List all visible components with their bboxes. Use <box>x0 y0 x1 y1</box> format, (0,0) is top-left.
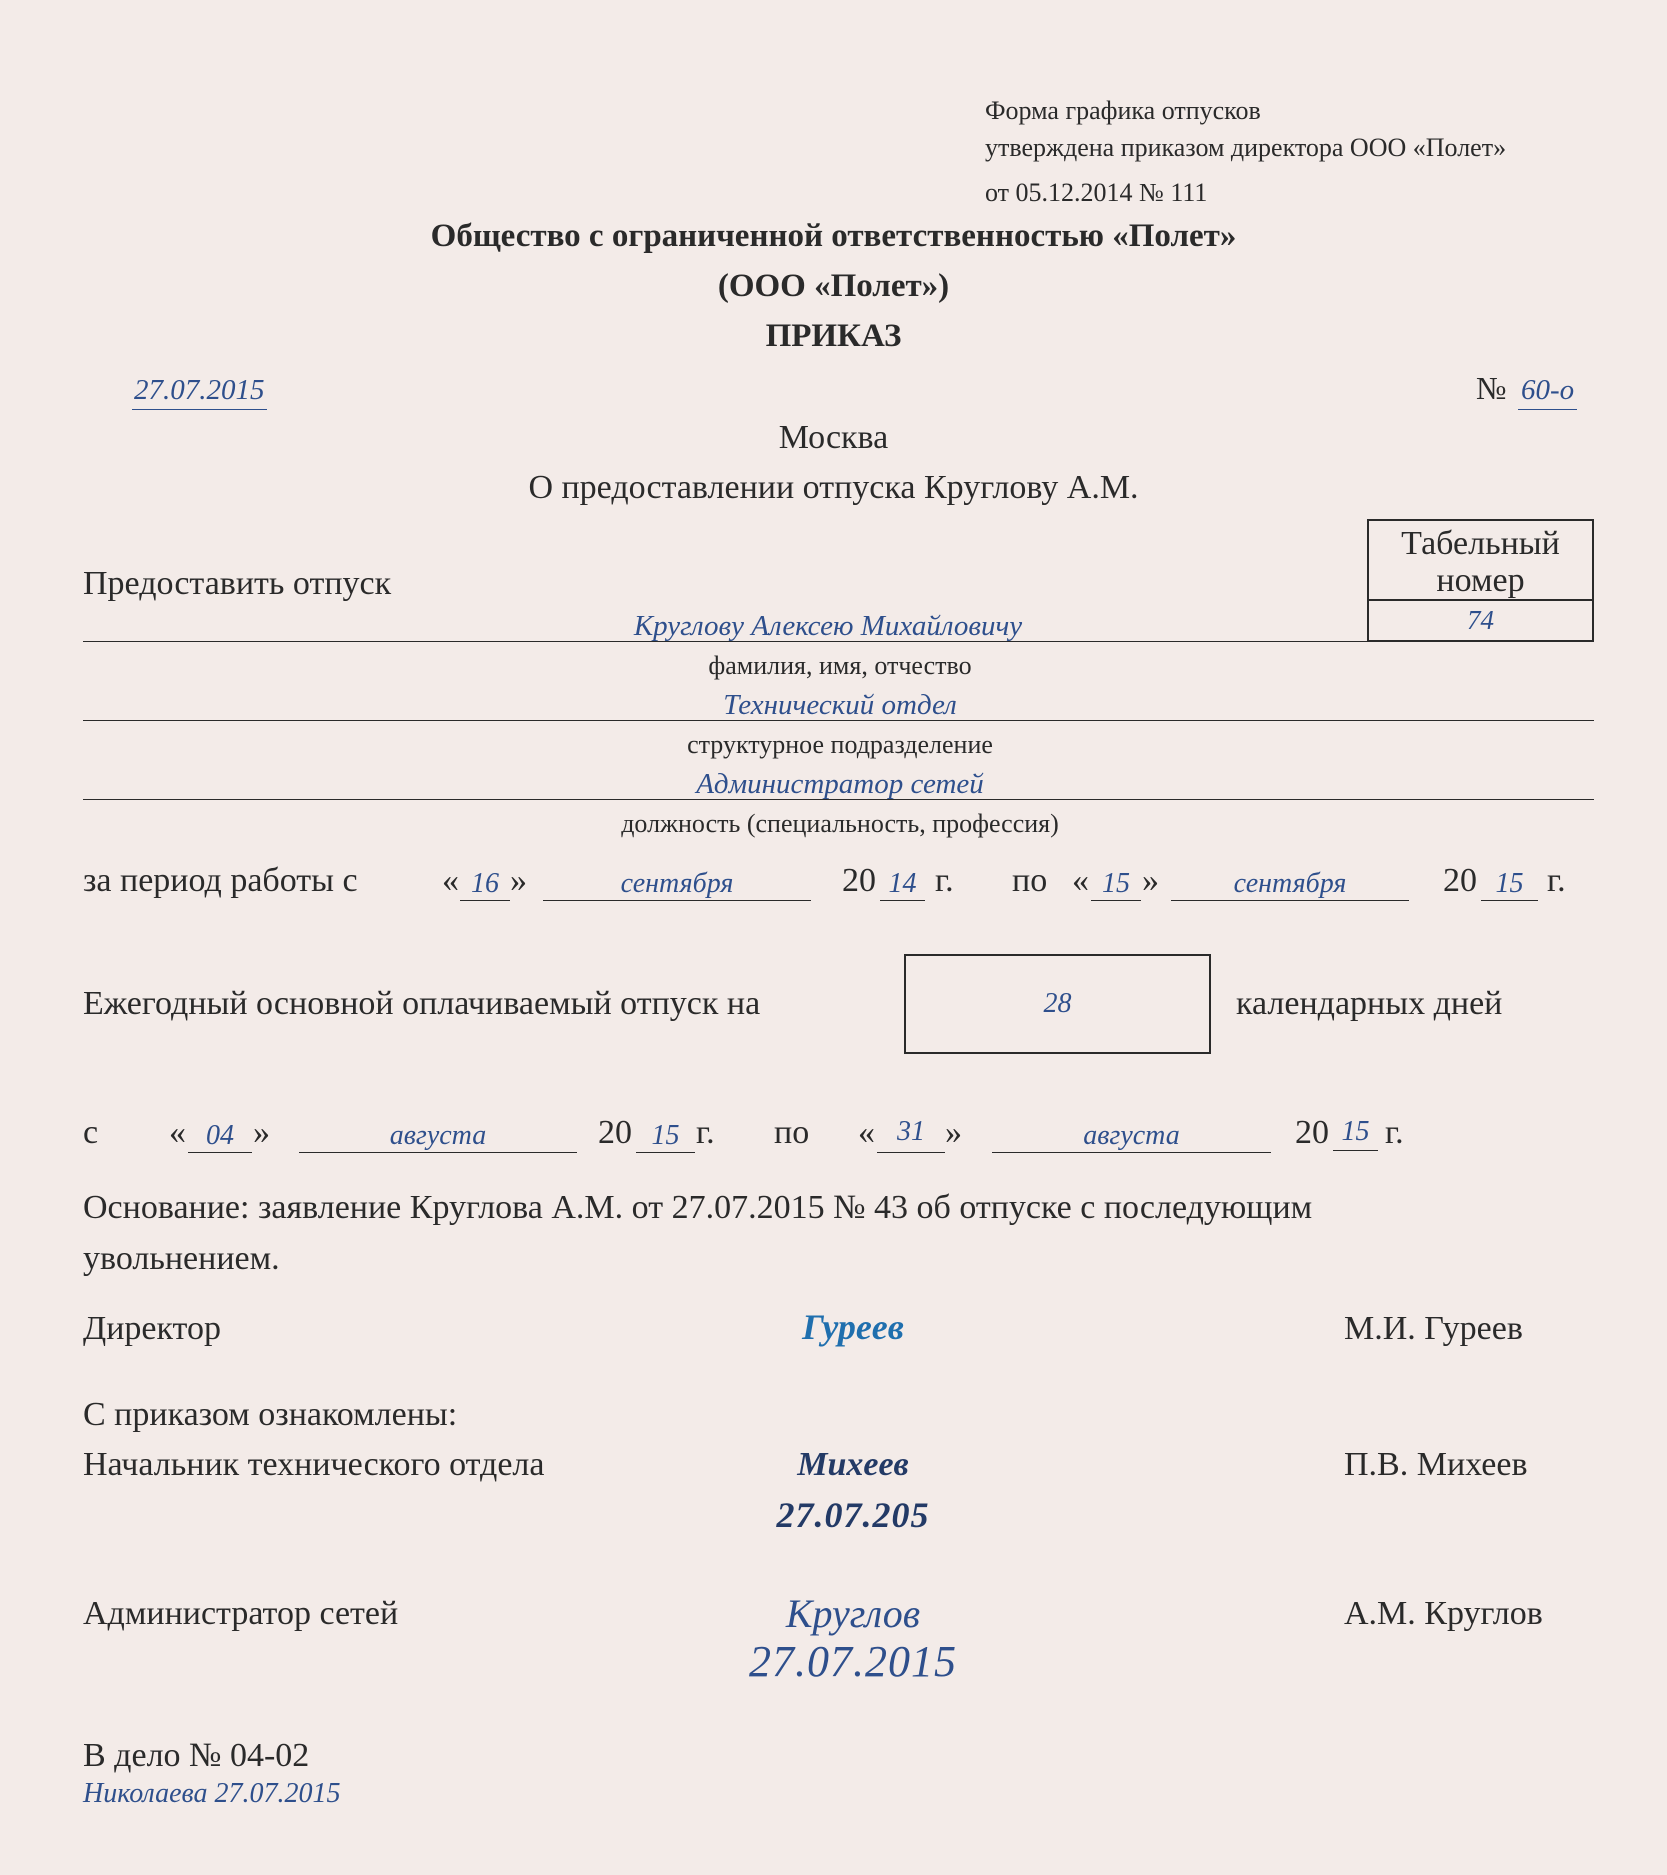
leave-days-box <box>904 954 1211 1054</box>
leave-from-quote-close: » <box>253 1114 270 1151</box>
leave-from-day-line <box>188 1152 252 1153</box>
leave-to-year: 15 <box>1341 1116 1370 1147</box>
period-to-year-suffix: г. <box>1547 862 1566 899</box>
director-name: М.И. Гуреев <box>1344 1310 1523 1347</box>
file-note-signature: Николаева 27.07.2015 <box>83 1778 341 1809</box>
doc-type-title: ПРИКАЗ <box>765 318 902 354</box>
leave-to-year-line <box>1333 1150 1378 1151</box>
leave-from-day: 04 <box>206 1120 234 1151</box>
leave-to-month: августа <box>1083 1120 1180 1151</box>
order-subject: О предоставлении отпуска Круглову А.М. <box>528 469 1139 506</box>
basis-line-2: увольнением. <box>83 1240 280 1277</box>
leave-from-year-line <box>636 1152 695 1153</box>
period-to-month: сентября <box>1233 868 1347 899</box>
leave-from-month-line <box>299 1152 577 1153</box>
leave-to-quote-close: » <box>945 1114 962 1151</box>
basis-line-1: Основание: заявление Круглова А.М. от 27.07.2015 № 43 об отпуске с последующим <box>83 1189 1313 1226</box>
employee-name-line <box>83 641 1367 642</box>
department: Технический отдел <box>723 689 957 721</box>
order-date: 27.07.2015 <box>132 374 267 410</box>
employee-name-caption: фамилия, имя, отчество <box>708 651 972 680</box>
period-to-day: 15 <box>1102 868 1130 899</box>
period-from-quote-open: « <box>442 862 459 899</box>
leave-days-value: 28 <box>1043 988 1072 1019</box>
leave-to-quote-open: « <box>858 1114 875 1151</box>
leave-to-century: 20 <box>1295 1114 1329 1151</box>
approval-line-2: утверждена приказом директора ООО «Полет» <box>985 133 1507 162</box>
leave-to-year-suffix: г. <box>1385 1114 1404 1151</box>
period-label: за период работы с <box>83 862 358 899</box>
department-caption: структурное подразделение <box>687 730 993 759</box>
order-number: 60-о <box>1518 374 1577 410</box>
leave-from-month: августа <box>389 1120 487 1151</box>
period-from-year-line <box>880 900 925 901</box>
acquainted-p2-title: Администратор сетей <box>83 1595 399 1632</box>
org-full-name: Общество с ограниченной ответственностью «Полет» <box>430 218 1237 254</box>
acquainted-p2-name: А.М. Круглов <box>1344 1595 1543 1632</box>
period-to-day-line <box>1091 900 1141 901</box>
grant-label: Предоставить отпуск <box>83 565 392 602</box>
acquainted-p1-signature: Михеев <box>797 1446 909 1483</box>
leave-to-day-line <box>877 1152 945 1153</box>
period-to-century: 20 <box>1443 862 1477 899</box>
period-from-year: 14 <box>888 868 917 899</box>
period-from-day: 16 <box>471 868 499 899</box>
file-note-label: В дело № 04-02 <box>83 1737 310 1774</box>
leave-from-year-suffix: г. <box>696 1114 715 1151</box>
acquainted-p1-name: П.В. Михеев <box>1344 1446 1528 1483</box>
position-caption: должность (специальность, профессия) <box>621 809 1059 838</box>
leave-to-month-line <box>992 1152 1271 1153</box>
period-to-year-line <box>1481 900 1538 901</box>
period-to-quote-close: » <box>1142 862 1159 899</box>
acquainted-p2-signature: Круглов <box>785 1591 921 1636</box>
position-line <box>83 799 1594 800</box>
position: Администратор сетей <box>696 768 984 800</box>
city: Москва <box>778 419 889 456</box>
acquainted-label: С приказом ознакомлены: <box>83 1396 458 1433</box>
period-to-year: 15 <box>1495 868 1524 899</box>
leave-from-century: 20 <box>598 1114 632 1151</box>
period-from-month: сентября <box>620 868 734 899</box>
leave-from-year: 15 <box>651 1120 680 1151</box>
number-sign: № <box>1476 370 1507 406</box>
period-from-day-line <box>460 900 510 901</box>
department-line <box>83 720 1594 721</box>
acquainted-p2-date: 27.07.2015 <box>749 1637 957 1686</box>
personnel-number-value: 74 <box>1467 605 1494 635</box>
leave-from-quote-open: « <box>169 1114 186 1151</box>
leave-to-label: по <box>774 1114 810 1151</box>
director-title: Директор <box>83 1310 221 1347</box>
period-from-quote-close: » <box>510 862 527 899</box>
leave-days-label: календарных дней <box>1236 985 1503 1022</box>
period-to-label: по <box>1012 862 1048 899</box>
org-short-name: (ООО «Полет») <box>717 268 950 304</box>
approval-note <box>985 92 1506 211</box>
leave-label: Ежегодный основной оплачиваемый отпуск на <box>83 985 761 1022</box>
period-from-month-line <box>543 900 811 901</box>
period-to-month-line <box>1171 900 1409 901</box>
period-to-quote-open: « <box>1072 862 1089 899</box>
approval-line-1: Форма графика отпусков <box>985 96 1261 125</box>
acquainted-p1-title: Начальник технического отдела <box>83 1446 545 1483</box>
personnel-number-header: Табельный номер <box>1369 521 1592 601</box>
period-from-year-suffix: г. <box>935 862 954 899</box>
leave-to-day: 31 <box>897 1116 925 1147</box>
approval-line-3: от 05.12.2014 № 111 <box>985 178 1208 207</box>
leave-from-label: с <box>83 1114 99 1151</box>
acquainted-p1-date: 27.07.205 <box>776 1495 930 1535</box>
employee-name: Круглову Алексею Михайловичу <box>633 610 1023 642</box>
director-signature: Гуреев <box>802 1307 904 1347</box>
period-from-century: 20 <box>842 862 876 899</box>
